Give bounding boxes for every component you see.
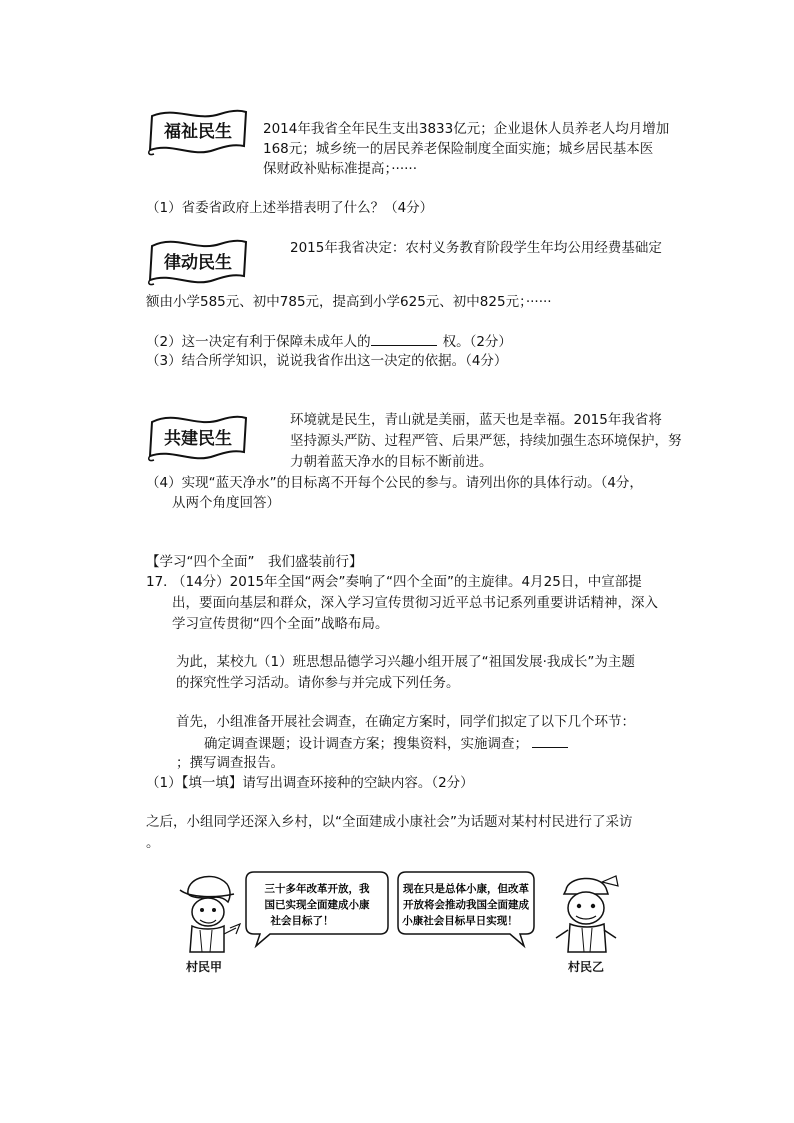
para3-line-2: 。 <box>146 835 160 851</box>
rhythm-banner-text: 律动民生 <box>164 253 232 273</box>
cobuild-line-3: 力朝着蓝天净水的目标不断前进。 <box>290 454 493 470</box>
question-17-line-3: 学习宣传贯彻“四个全面”战略布局。 <box>172 616 389 632</box>
cobuild-banner-text: 共建民生 <box>164 429 232 449</box>
welfare-line-2: 168元；城乡统一的居民养老保险制度全面实施；城乡居民基本医 <box>263 141 654 157</box>
cobuild-line-1: 环境就是民生，青山就是美丽，蓝天也是幸福。2015年我省将 <box>290 412 662 428</box>
question-17-number: 17． <box>146 574 177 590</box>
question-2-blank[interactable] <box>371 331 437 346</box>
para2-line-1: 首先，小组准备开展社会调查，在确定方案时，同学们拟定了以下几个环节： <box>176 714 635 730</box>
rhythm-line-2: 额由小学585元、初中785元，提高到小学625元、初中825元；······ <box>146 294 552 310</box>
villager-a-figure <box>180 876 240 952</box>
question-2-suffix: 权。（2分） <box>442 334 512 350</box>
para2-line-2 <box>204 733 568 754</box>
bubble-b-line-1: 现在只是总体小康，但改革 <box>403 883 529 895</box>
question-3: （3）结合所学知识，说说我省作出这一决定的依据。（4分） <box>146 353 508 369</box>
question-17-line-1: （14分）2015年全国“两会”奏响了“四个全面”的主旋律。4月25日，中宣部提 <box>172 574 642 590</box>
villager-b-figure <box>556 876 618 952</box>
question-1: （1）省委省政府上述举措表明了什么？（4分） <box>146 200 434 216</box>
part2-question-1: （1）【填一填】请写出调查环接种的空缺内容。（2分） <box>146 775 474 791</box>
question-17-line-2: 出，要面向基层和群众，深入学习宣传贯彻习近平总书记系列重要讲话精神，深入 <box>172 595 658 611</box>
cobuild-banner <box>146 408 250 466</box>
question-4-line-1: （4）实现“蓝天净水”的目标离不开每个公民的参与。请列出你的具体行动。（4分， <box>146 475 643 491</box>
para3-line-1: 之后，小组同学还深入乡村，以“全面建成小康社会”为话题对某村村民进行了采访 <box>146 814 633 830</box>
question-4-line-2: 从两个角度回答） <box>172 495 280 511</box>
rhythm-line-1: 2015年我省决定：农村义务教育阶段学生年均公用经费基础定 <box>290 240 662 256</box>
villager-a-label: 村民甲 <box>186 960 223 974</box>
para2-line-3: ；撰写调查报告。 <box>176 755 284 771</box>
bubble-a-line-3: 社会目标了！ <box>270 915 334 927</box>
rhythm-banner <box>146 232 250 290</box>
bubble-b-line-3: 小康社会目标早日实现！ <box>402 915 518 927</box>
bubble-b-line-2: 开放将会推动我国全面建成 <box>403 899 529 911</box>
question-2 <box>146 331 512 352</box>
interview-cartoon <box>170 868 640 980</box>
survey-step-blank[interactable] <box>532 733 568 748</box>
welfare-line-3: 保财政补贴标准提高；······ <box>263 161 417 177</box>
question-2-prefix: （2）这一决定有利于保障未成年人的 <box>146 334 371 350</box>
welfare-banner-text: 福祉民生 <box>164 122 232 142</box>
bubble-a-line-2: 国已实现全面建成小康 <box>264 899 370 911</box>
welfare-line-1: 2014年我省全年民生支出3833亿元；企业退休人员养老人均月增加 <box>263 121 670 137</box>
part2-heading: 【学习“四个全面” 我们盛装前行】 <box>146 554 363 570</box>
villager-b-label: 村民乙 <box>568 960 605 974</box>
welfare-banner <box>146 104 250 158</box>
para1-line-2: 的探究性学习活动。请你参与并完成下列任务。 <box>176 675 460 691</box>
bubble-a-line-1: 三十多年改革开放，我 <box>264 883 370 895</box>
cobuild-line-2: 坚持源头严防、过程严管、后果严惩，持续加强生态环境保护，努 <box>290 433 682 449</box>
survey-steps-text: 确定调查课题；设计调查方案；搜集资料，实施调查； <box>204 736 528 752</box>
para1-line-1: 为此，某校九（1）班思想品德学习兴趣小组开展了“祖国发展·我成长”为主题 <box>176 654 635 670</box>
